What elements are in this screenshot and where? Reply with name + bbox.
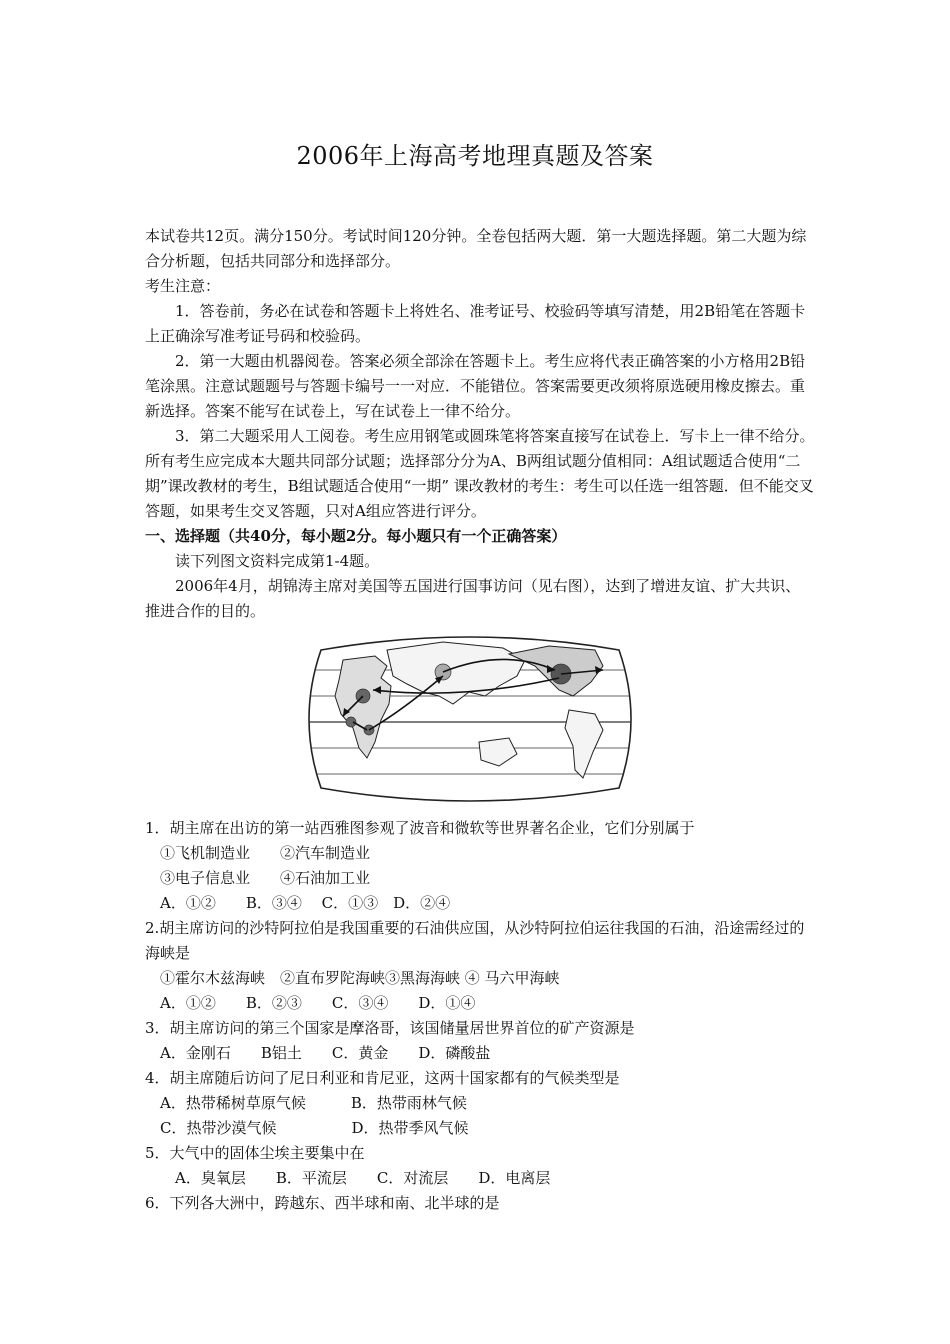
question-6-stem: 6．下列各大洲中，跨越东、西半球和南、北半球的是 — [145, 1194, 500, 1212]
notice-label: 考生注意： — [145, 277, 221, 295]
note-3: 3．第二大题采用人工阅卷。考生应用钢笔或圆珠笔将答案直接写在试卷上．写卡上一律不给分。所有考生应完成本大题共同部分试题；选择部分分为A、B两组试题分值相同：A组试题适合使用“二期”课改教材的考生，B组试题适合使用“一期” 课改教材的考生：考生可以任选一组答题．但不能交叉答题，如果考生交叉答题，只对A组应答进行评分。 — [145, 427, 815, 520]
question-1-stem: 1．胡主席在出访的第一站西雅图参观了波音和微软等世界著名企业，它们分别属于 — [145, 819, 695, 837]
context-paragraph: 2006年4月，胡锦涛主席对美国等五国进行国事访问（见右图），达到了增进友谊、扩大共识、推进合作的目的。 — [145, 577, 801, 620]
question-4-stem: 4．胡主席随后访问了尼日利亚和肯尼亚，这两十国家都有的气候类型是 — [145, 1069, 620, 1087]
question-3-choices: A．金刚石 B铝土 C．黄金 D．磷酸盐 — [160, 1044, 491, 1062]
question-1-choices: A．①② B．③④ C．①③ D．②④ — [160, 894, 451, 912]
question-5-stem: 5．大气中的固体尘埃主要集中在 — [145, 1144, 365, 1162]
note-2: 2．第一大题由机器阅卷。答案必须全部涂在答题卡上。考生应将代表正确答案的小方格用2B铅笔涂黑。注意试题题号与答题卡编号一一对应．不能错位。答案需要更改须将原选硬用橡皮擦去。重新选择。答案不能写在试卷上，写在试卷上一律不给分。 — [145, 352, 806, 420]
question-2-item-line-1: ①霍尔木兹海峡 ②直布罗陀海峡③黑海海峡 ④ 马六甲海峡 — [160, 969, 560, 987]
document-body — [145, 224, 815, 1216]
question-5-choices: A．臭氧层 B．平流层 C．对流层 D．电离层 — [175, 1169, 551, 1187]
question-2-stem: 2.胡主席访问的沙特阿拉伯是我国重要的石油供应国，从沙特阿拉伯运往我国的石油，沿途需经过的海峡是 — [145, 919, 805, 962]
question-1-item-line-2: ③电子信息业 ④石油加工业 — [160, 869, 371, 887]
reading-prompt: 读下列图文资料完成第1-4题。 — [175, 552, 380, 570]
question-4-choices-row-1: A．热带稀树草原气候 B．热带雨林气候 — [160, 1094, 467, 1112]
question-2-choices: A．①② B．②③ C．③④ D．①④ — [160, 994, 476, 1012]
world-map-image — [303, 630, 637, 808]
intro-paragraph: 本试卷共12页。满分150分。考试时间120分钟。全卷包括两大题．第一大题选择题。第二大题为综合分析题，包括共同部分和选择部分。 — [145, 227, 807, 270]
section-heading: 一、选择题（共40分，每小题2分。每小题只有一个正确答案） — [145, 527, 567, 545]
question-4-choices-row-2: C．热带沙漠气候 D．热带季风气候 — [160, 1119, 469, 1137]
world-map-figure — [145, 630, 815, 812]
question-1-item-line-1: ①飞机制造业 ②汽车制造业 — [160, 844, 371, 862]
note-1: 1．答卷前，务必在试卷和答题卡上将姓名、准考证号、校验码等填写清楚，用2B铅笔在答题卡上正确涂写准考证号码和校验码。 — [145, 302, 806, 345]
question-3-stem: 3．胡主席访问的第三个国家是摩洛哥，该国储量居世界首位的矿产资源是 — [145, 1019, 635, 1037]
page-title: 2006年上海高考地理真题及答案 — [296, 142, 654, 170]
